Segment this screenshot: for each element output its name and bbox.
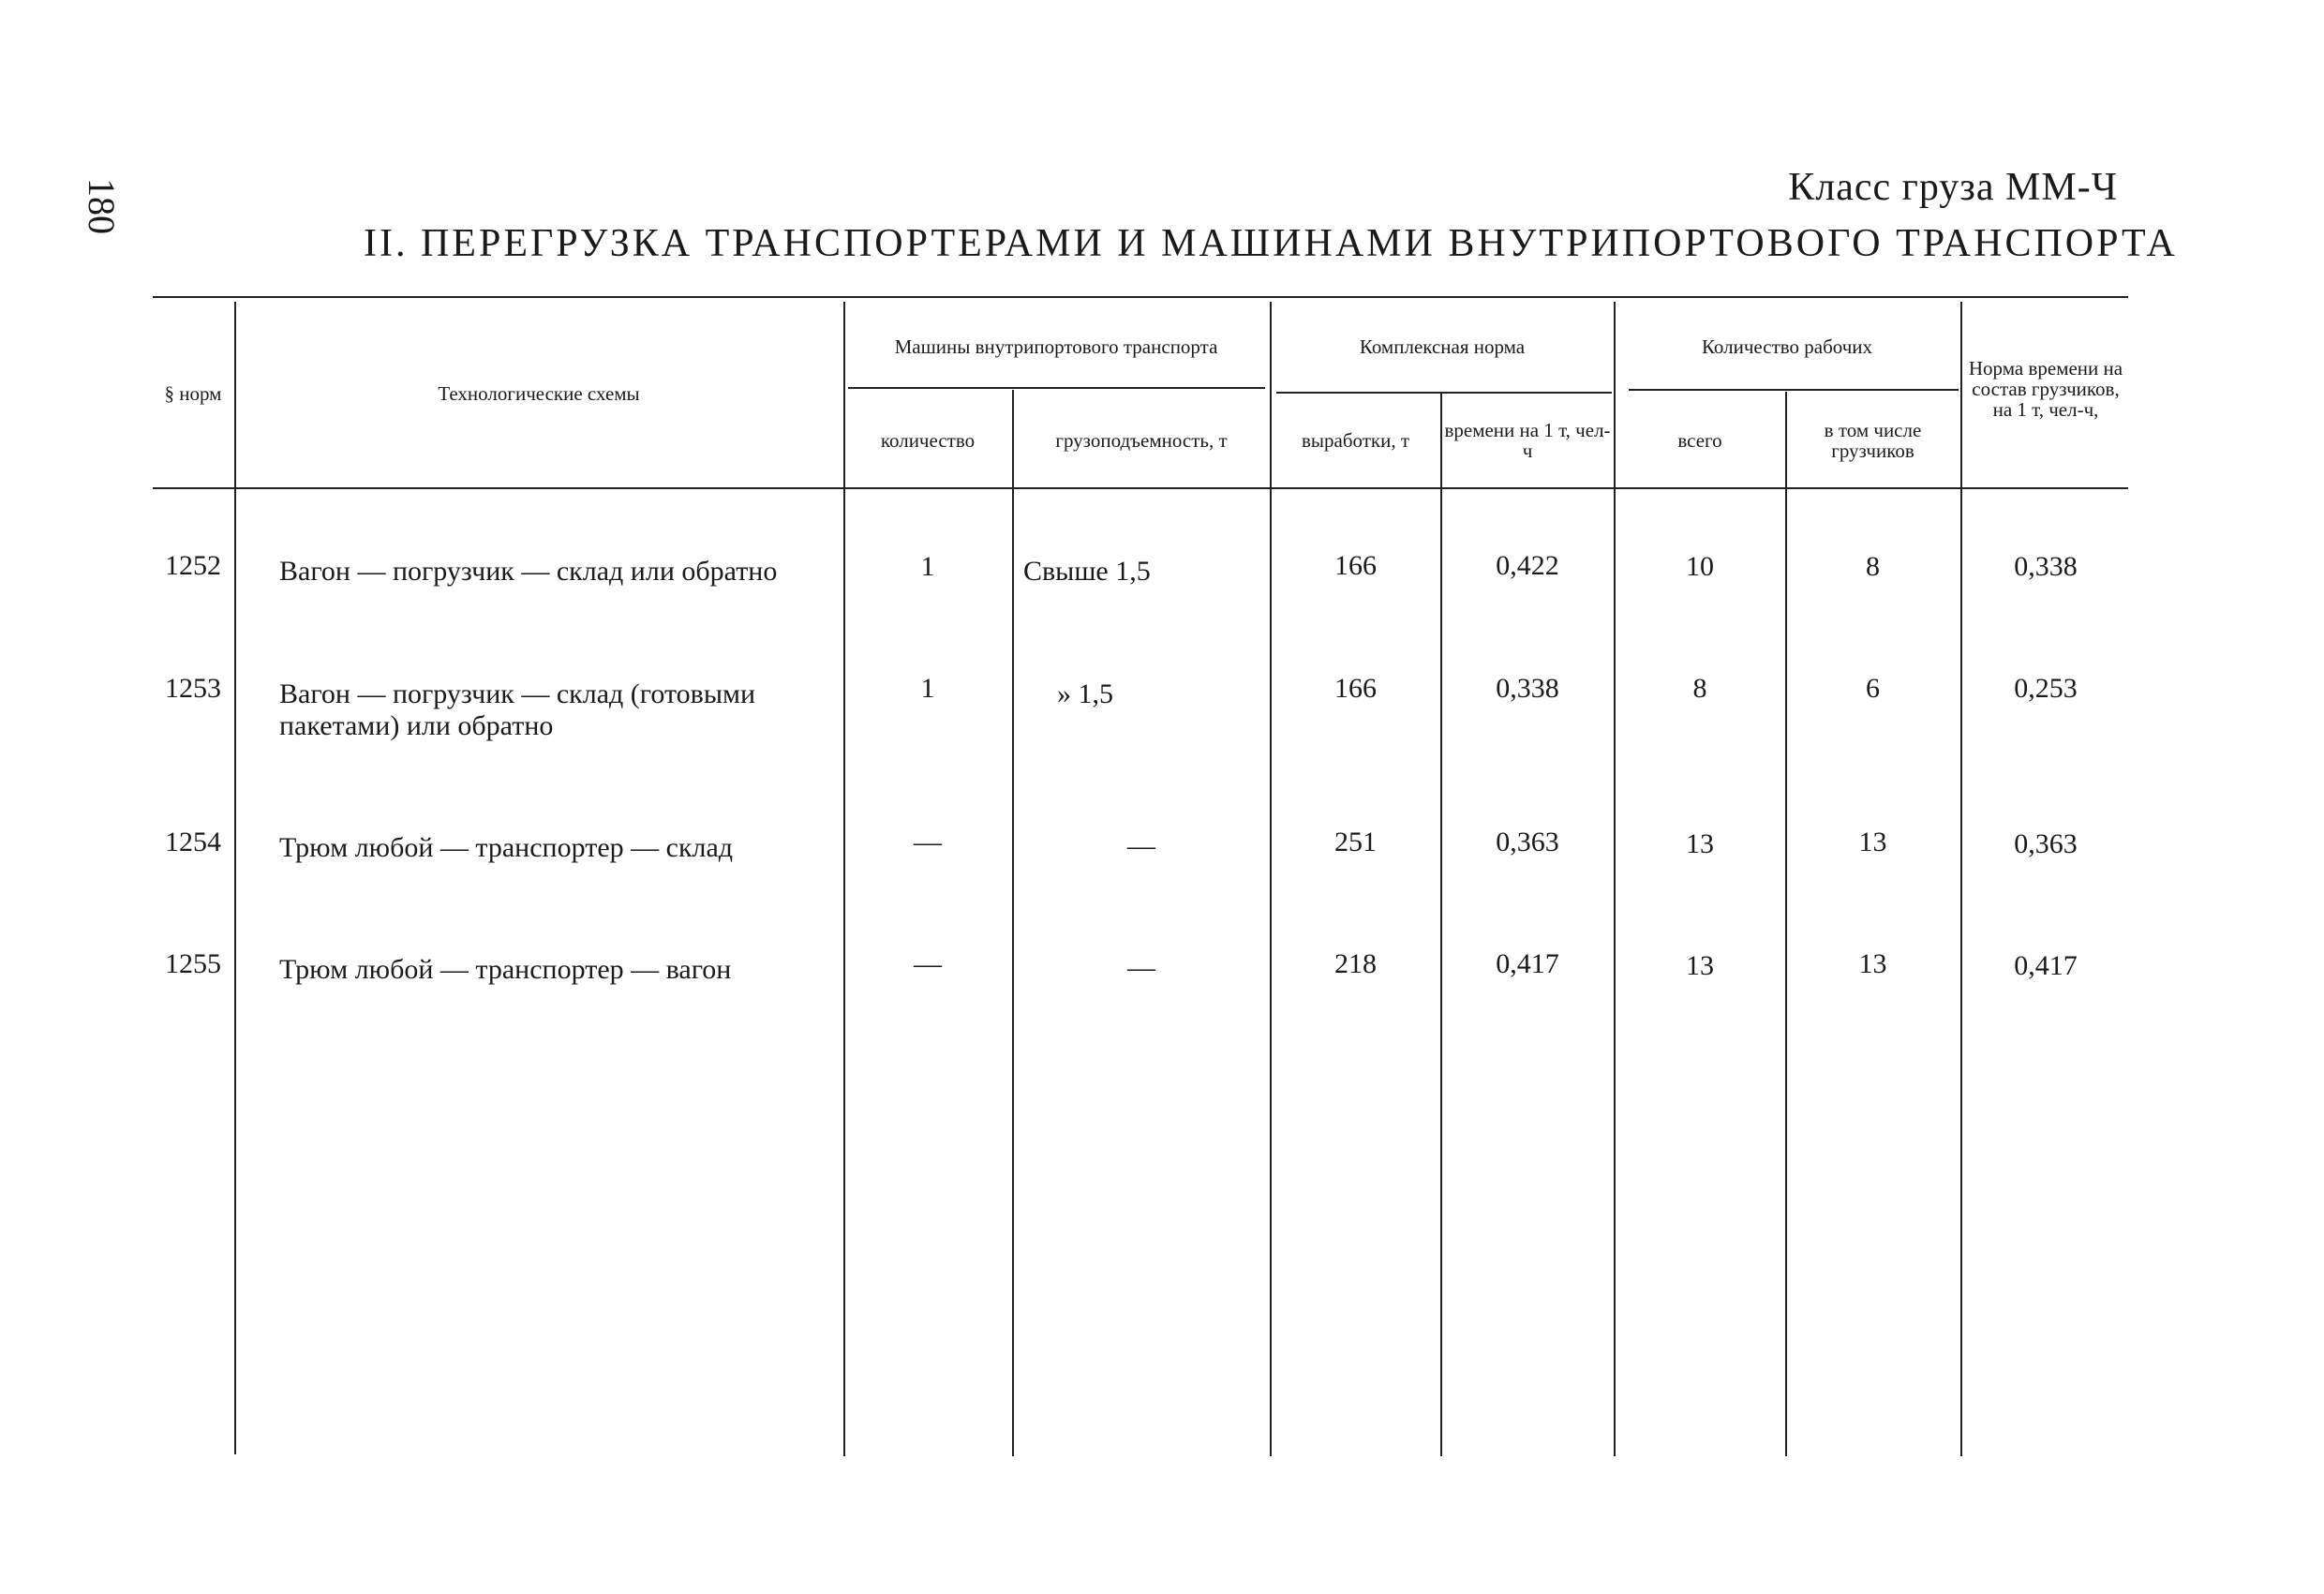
row-workers-total: 10 [1686,551,1714,582]
row-machines-count: 1 [920,673,935,704]
header-workers-total: всего [1677,429,1722,452]
row-machines-capacity: Свыше 1,5 [1023,556,1151,587]
header-machines: Машины внутрипортового транспорта [894,335,1218,358]
row-norm-number: 1253 [165,673,221,704]
row-scheme: Вагон — погрузчик — склад (готовыми пакетами) или обратно [279,678,756,741]
header-complex-norm: Комплексная норма [1359,335,1526,358]
header-workers-loaders: в том числе грузчиков [1824,419,1922,462]
page-number: 180 [81,178,123,234]
row-loader-time-norm: 0,417 [2014,950,2078,981]
row-norm-number: 1254 [165,827,221,857]
row-workers-total: 8 [1692,673,1707,704]
row-time-per-ton: 0,417 [1496,948,1559,979]
row-output: 218 [1334,948,1377,979]
column-divider [1960,302,1962,1456]
row-scheme: Трюм любой — транспортер — склад [279,832,734,863]
row-time-per-ton: 0,338 [1496,673,1559,704]
row-loader-time-norm: 0,338 [2014,551,2078,582]
header-workers: Количество рабочих [1701,335,1873,358]
row-loader-time-norm: 0,253 [2014,673,2078,704]
column-divider [1440,394,1442,1456]
header-technological-schemes: Технологические схемы [438,382,640,405]
row-machines-capacity: — [1127,952,1155,983]
row-time-per-ton: 0,422 [1496,550,1559,581]
row-workers-loaders: 13 [1858,827,1887,857]
row-workers-total: 13 [1686,828,1714,859]
row-time-per-ton: 0,363 [1496,827,1559,857]
row-workers-loaders: 13 [1858,948,1887,979]
row-machines-capacity: — [1127,830,1155,861]
row-norm-number: 1255 [165,948,221,979]
row-machines-capacity: » 1,5 [1057,678,1113,709]
row-scheme: Вагон — погрузчик — склад или обратно [279,556,778,587]
row-norm-number: 1252 [165,550,221,581]
table-top-rule [153,296,2128,298]
header-loader-time-norm: Норма времени на состав грузчиков, на 1 т, чел-ч, [1968,357,2123,421]
cargo-class-label: Класс груза ММ-Ч [1788,166,2118,209]
row-output: 166 [1334,673,1377,704]
row-workers-loaders: 6 [1866,673,1880,704]
complex-norm-subrule [1276,392,1612,394]
header-time-per-ton: времени на 1 т, чел-ч [1444,419,1611,462]
row-output: 166 [1334,550,1377,581]
row-workers-loaders: 8 [1866,551,1880,582]
machines-subrule [848,387,1265,389]
row-loader-time-norm: 0,363 [2014,828,2078,859]
row-machines-count: 1 [920,551,935,582]
column-divider [1012,390,1014,1456]
header-norm-number: § норм [164,382,222,405]
row-scheme: Трюм любой — транспортер — вагон [279,954,732,985]
row-machines-count: — [914,827,942,857]
row-output: 251 [1334,827,1377,857]
header-output: выработки, т [1301,429,1410,452]
workers-subrule [1629,389,1959,391]
header-machines-capacity: грузоподъемность, т [1055,429,1228,452]
header-machines-count: количество [880,429,976,452]
table-header-bottom-rule [153,487,2128,489]
section-title: II. ПЕРЕГРУЗКА ТРАНСПОРТЕРАМИ И МАШИНАМИ ВНУТРИПОРТОВОГО ТРАНСПОРТА [364,222,2178,265]
row-workers-total: 13 [1686,950,1714,981]
row-machines-count: — [914,948,942,979]
column-divider [234,302,236,1454]
